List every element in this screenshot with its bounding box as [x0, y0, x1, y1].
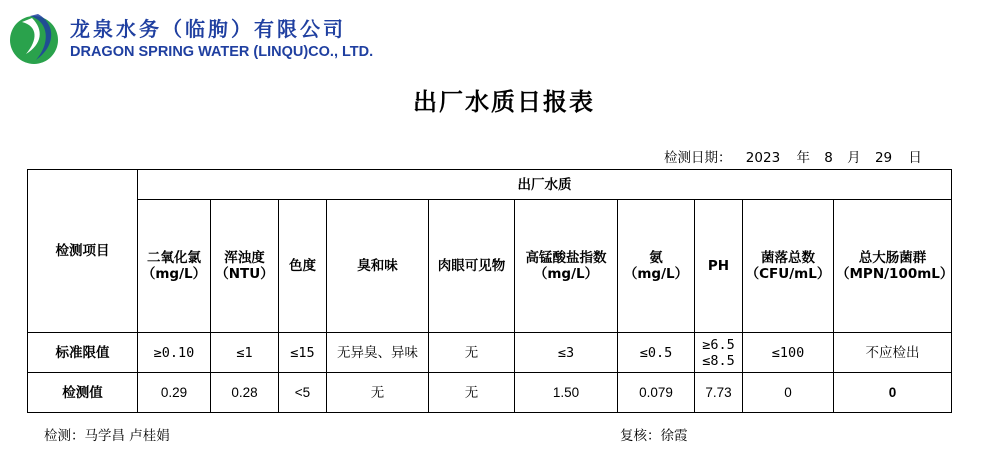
ph-limit-upper: ≤8.5: [702, 352, 735, 369]
measured-cell: 无: [327, 373, 429, 413]
company-name-cn: 龙泉水务（临朐）有限公司: [70, 17, 346, 41]
limit-cell: ≤15: [279, 333, 327, 373]
col-header-colony-count: [743, 200, 834, 333]
col-name: 臭和味: [357, 258, 398, 274]
date-year-unit: 年: [796, 150, 810, 166]
col-header-color: [279, 200, 327, 333]
col-name: PH: [707, 258, 730, 274]
col-header-visible-matter: [429, 200, 515, 333]
measured-cell: <5: [279, 373, 327, 413]
group-header-cell: 出厂水质: [138, 170, 952, 200]
col-unit: （mg/L）: [533, 266, 599, 282]
ph-limit-lower: ≥6.5: [702, 336, 735, 353]
col-unit: （mg/L）: [623, 266, 689, 282]
measured-cell: 0: [834, 373, 952, 413]
col-header-chlorine-dioxide: [138, 200, 211, 333]
limit-cell: 不应检出: [834, 333, 952, 373]
col-name: 肉眼可见物: [437, 258, 506, 274]
col-header-ph: [695, 200, 743, 333]
page-title: 出厂水质日报表: [413, 87, 595, 116]
date-year: 2023: [745, 150, 781, 166]
measured-cell: 1.50: [515, 373, 618, 413]
col-unit: （mg/L）: [141, 266, 207, 282]
col-header-total-coliforms: [834, 200, 952, 333]
date-day-unit: 日: [908, 150, 922, 166]
col-header-ammonia: [618, 200, 695, 333]
col-name: 二氧化氯: [147, 250, 201, 266]
col-header-odor-taste: [327, 200, 429, 333]
column-header-row: [28, 200, 952, 333]
limit-cell-ph: [695, 333, 743, 373]
col-unit: （MPN/100mL）: [836, 266, 954, 282]
col-name: 高锰酸盐指数: [525, 250, 607, 266]
col-header-turbidity: [211, 200, 279, 333]
date-month-unit: 月: [847, 150, 861, 166]
limit-label: 标准限值: [28, 333, 138, 373]
limit-cell: 无异臭、异味: [327, 333, 429, 373]
limit-row: [28, 333, 952, 373]
logo-mark-icon: [8, 10, 64, 66]
limit-cell: ≤100: [743, 333, 834, 373]
inspection-date: [664, 146, 922, 166]
col-header-permanganate-index: [515, 200, 618, 333]
measured-cell: 7.73: [695, 373, 743, 413]
limit-cell: ≤1: [211, 333, 279, 373]
measured-cell: 0: [743, 373, 834, 413]
col-name: 菌落总数: [761, 250, 815, 266]
water-quality-table: [27, 169, 952, 413]
col-name: 浑浊度: [224, 250, 265, 266]
col-name: 色度: [289, 258, 316, 274]
col-unit: （CFU/mL）: [745, 266, 831, 282]
date-month: 8: [824, 150, 833, 166]
limit-cell: ≤0.5: [618, 333, 695, 373]
item-header-cell: 检测项目: [28, 170, 138, 333]
col-name: 氨: [649, 250, 663, 266]
table-header-row: [28, 170, 952, 200]
measured-cell: 0.29: [138, 373, 211, 413]
company-logo: [8, 4, 378, 64]
limit-cell: ≤3: [515, 333, 618, 373]
measured-cell: 0.079: [618, 373, 695, 413]
company-name-en: DRAGON SPRING WATER (LINQU)CO., LTD.: [70, 44, 374, 60]
reviewer-line: 复核：徐霞: [620, 428, 688, 444]
col-unit: （NTU）: [215, 266, 274, 282]
col-name: 总大肠菌群: [858, 250, 927, 266]
limit-cell: ≥0.10: [138, 333, 211, 373]
measured-cell: 无: [429, 373, 515, 413]
measured-row: [28, 373, 952, 413]
limit-cell: 无: [429, 333, 515, 373]
measured-label: 检测值: [28, 373, 138, 413]
date-day: 29: [874, 150, 893, 166]
inspector-line: 检测：马学昌 卢桂娟: [44, 428, 170, 444]
measured-cell: 0.28: [211, 373, 279, 413]
date-label: 检测日期：: [664, 150, 732, 166]
